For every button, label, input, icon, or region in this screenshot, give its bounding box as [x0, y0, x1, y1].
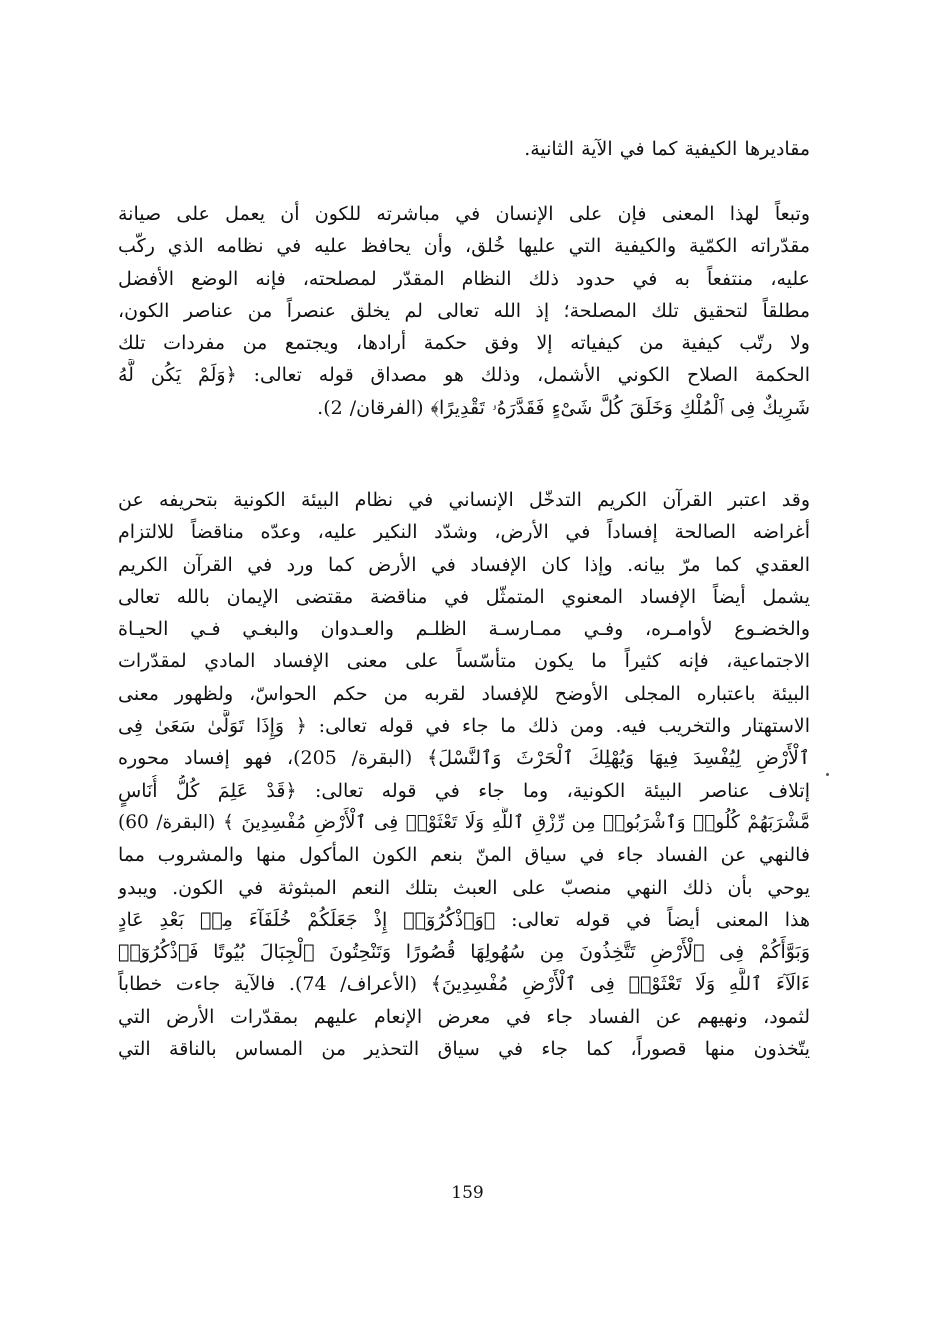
text-line: العقدي كما مرّ بيانه. وإذا كان الإفساد في الأرض كما ورد في القرآن الكريم: [118, 553, 810, 576]
text-line: ٱلْأَرْضِ لِيُفْسِدَ فِيهَا وَيُهْلِكَ ٱلْحَرْثَ وَٱلنَّسْلَ﴾ (البقرة/ 205)، فهو إفساد محوره: [118, 747, 810, 770]
text-line: يشمل أيضاً الإفساد المعنوي المتمثّل في مناقضة مقتضى الإيمان بالله تعالى: [118, 585, 810, 608]
text-line: الحكمة الصلاح الكوني الأشمل، وذلك هو مصداق قوله تعالى: ﴿وَلَمْ يَكُن لَّهُ: [118, 364, 810, 387]
text-line: وتبعاً لهذا المعنى فإن على الإنسان في مباشرته للكون أن يعمل على صيانة: [118, 203, 810, 225]
paragraph-continuation: [118, 133, 810, 165]
text-line: إتلاف عناصر البيئة الكونية، وما جاء في قوله تعالى: ﴿قَدْ عَلِمَ كُلُّ أُنَاسٍ: [118, 779, 810, 802]
text-line: الاجتماعية، فإنه كثيراً ما يكون متأسّساً على معنى الإفساد المادي لمقدّرات: [118, 650, 810, 673]
text-line: مَّشْرَبَهُمْ كُلُوا۟ وَٱشْرَبُوا۟ مِن رِّزْقِ ٱللَّهِ وَلَا تَعْثَوْا۟ فِى ٱلْأَرْضِ مُفْسِدِينَ ﴾ (البقرة/ 60): [118, 811, 810, 833]
text-line: البيئة باعتباره المجلى الأوضح للإفساد لقربه من حكم الحواسّ، ولظهور معنى: [118, 682, 810, 705]
text-line: مقاديرها الكيفية كما في الآية الثانية.: [524, 138, 810, 160]
text-line: يتّخذون منها قصوراً، كما جاء في سياق التحذير من المساس بالناقة التي: [118, 1038, 810, 1061]
page-number: 159: [451, 1183, 484, 1203]
paragraph-cosmic-order: [118, 198, 810, 424]
text-line: يوحي بأن ذلك النهي منصبّ على العبث بتلك النعم المبثوثة في الكون. ويبدو: [118, 876, 810, 899]
margin-mark: [826, 773, 829, 776]
text-line: وقد اعتبر القرآن الكريم التدخّل الإنساني في نظام البيئة الكونية بتحريفه عن: [118, 489, 810, 511]
text-line: عليه، منتفعاً به في حدود ذلك النظام المقدّر لمصلحته، فإنه الوضع الأفضل: [118, 267, 810, 290]
text-line: هذا المعنى أيضاً في قوله تعالى: ﴿وَٱذْكُرُوٓا۟ إِذْ جَعَلَكُمْ خُلَفَآءَ مِنۢ بَعْدِ عَادٍ: [118, 908, 810, 931]
text-line: شَرِيكٌ فِى ٱلْمُلْكِ وَخَلَقَ كُلَّ شَىْءٍ فَقَدَّرَهُۥ تَقْدِيرًا﴾ (الفرقان/ 2).: [317, 396, 810, 419]
text-line: ولا رتّب كيفية من كيفياته إلا وفق حكمة أرادها، ويجتمع من مفردات تلك: [118, 332, 810, 355]
text-line: ءَالَآءَ ٱللَّهِ وَلَا تَعْثَوْا۟ فِى ٱلْأَرْضِ مُفْسِدِينَ﴾ (الأعراف/ 74). فالآية جاءت خطاباً: [118, 973, 810, 996]
text-line: وَبَوَّأَكُمْ فِى ٱلْأَرْضِ تَتَّخِذُونَ مِن سُهُولِهَا قُصُورًا وَتَنْحِتُونَ ٱلْجِبَالَ بُيُوتًا فَٱذْكُرُوٓا۟: [118, 941, 810, 964]
text-line: مقدّراته الكمّية والكيفية التي عليها خُلق، وأن يحافظ عليه في نظامه الذي ركّب: [118, 235, 810, 258]
text-line: أغراضه الصالحة إفساداً في الأرض، وشدّد النكير عليه، وعدّه مناقضاً للالتزام: [118, 521, 810, 544]
text-line: الاستهتار والتخريب فيه. ومن ذلك ما جاء في قوله تعالى: ﴿ وَإِذَا تَوَلَّىٰ سَعَىٰ فِى: [118, 715, 810, 738]
text-line: لثمود، ونهيهم عن الفساد جاء في معرض الإنعام عليهم بمقدّرات الأرض التي: [118, 1005, 810, 1028]
paragraph-corruption: [118, 484, 810, 1065]
text-line: والخضـوع لأوامـره، وفـي ممـارسـة الظلـم والعـدوان والبغـي فـي الحيـاة: [118, 618, 810, 641]
text-line: فالنهي عن الفساد جاء في سياق المنّ بنعم الكون المأكول منها والمشروب مما: [118, 844, 810, 867]
text-line: مطلقاً لتحقيق تلك المصلحة؛ إذ الله تعالى لم يخلق عنصراً من عناصر الكون،: [118, 299, 810, 322]
